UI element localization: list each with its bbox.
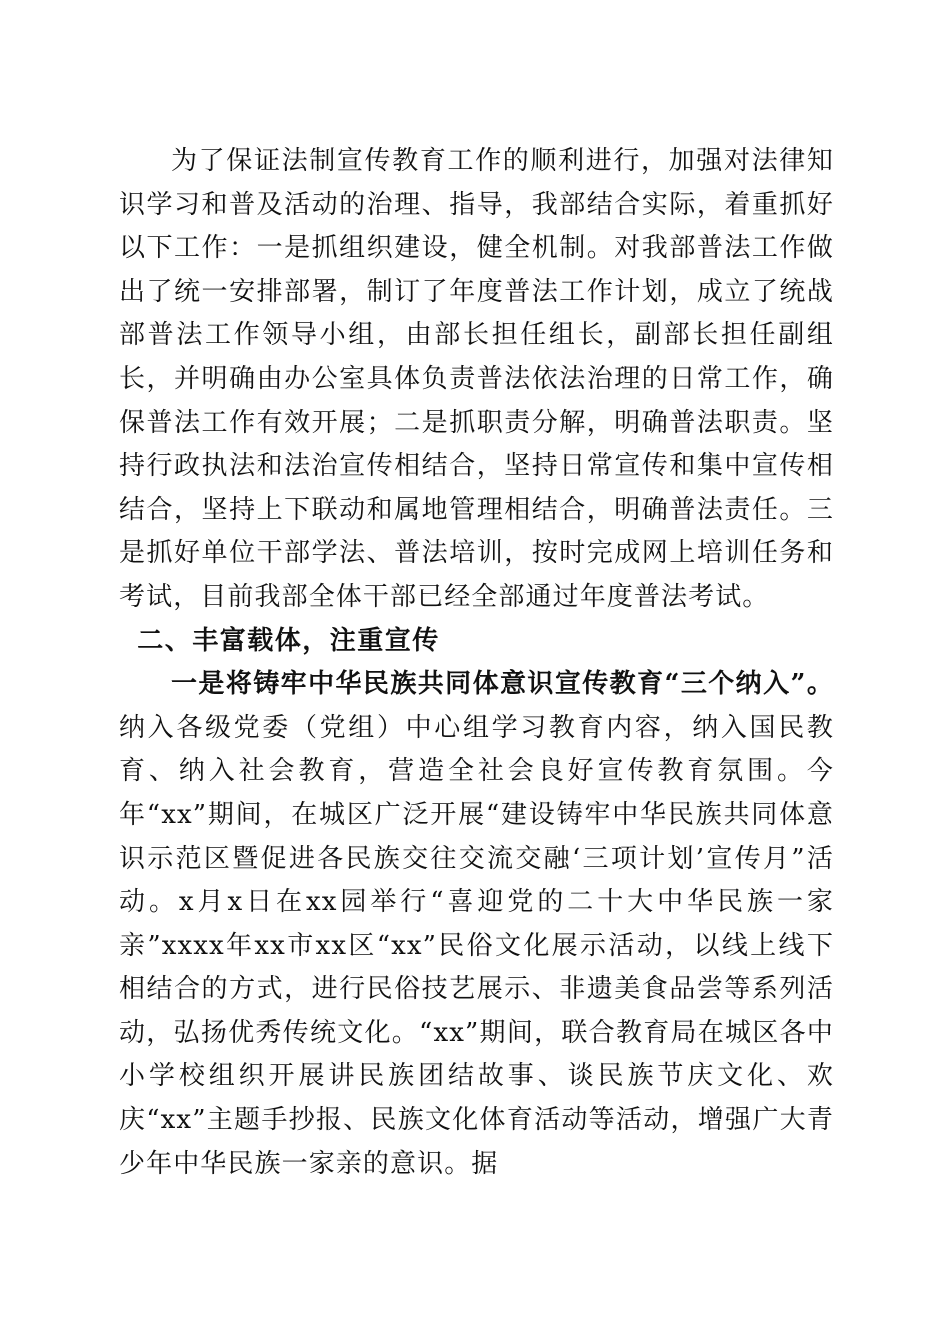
paragraph-2-lead: 一是将铸牢中华民族共同体意识宣传教育“三个纳入”。 xyxy=(171,669,834,700)
paragraph-1: 为了保证法制宣传教育工作的顺利进行，加强对法律知识学习和普及活动的治理、指导，我部结合实际，着重抓好以下工作：一是抓组织建设，健全机制。对我部普法工作做出了统一安排部署，制订了年度普法工作计划，成立了统战部普法工作领导小组，由部长担任组长，副部长担任副组长，并明确由办公室具体负责普法依法治理的日常工作，确保普法工作有效开展；二是抓职责分解，明确普法职责。坚持行政执法和法治宣传相结合，坚持日常宣传和集中宣传相结合，坚持上下联动和属地管理相结合，明确普法责任。三是抓好单位干部学法、普法培训，按时完成网上培训任务和考试，目前我部全体干部已经全部通过年度普法考试。 xyxy=(119,146,834,612)
section-heading-2: 二、丰富载体，注重宣传 xyxy=(137,625,440,656)
document-body xyxy=(119,140,834,1186)
paragraph-2 xyxy=(119,663,834,1186)
paragraph-2-body: 纳入各级党委（党组）中心组学习教育内容，纳入国民教育、纳入社会教育，营造全社会良好宣传教育氛围。今年“xx”期间，在城区广泛开展“建设铸牢中华民族共同体意识示范区暨促进各民族交往交流交融‘三项计划’宣传月”活动。x月x日在xx园举行“喜迎党的二十大中华民族一家亲”xxxx年xx市xx区“xx”民俗文化展示活动，以线上线下相结合的方式，进行民俗技艺展示、非遗美食品尝等系列活动，弘扬优秀传统文化。“xx”期间，联合教育局在城区各中小学校组织开展讲民族团结故事、谈民族节庆文化、欢庆“xx”主题手抄报、民族文化体育活动等活动，增强广大青少年中华民族一家亲的意识。据 xyxy=(119,712,834,1179)
